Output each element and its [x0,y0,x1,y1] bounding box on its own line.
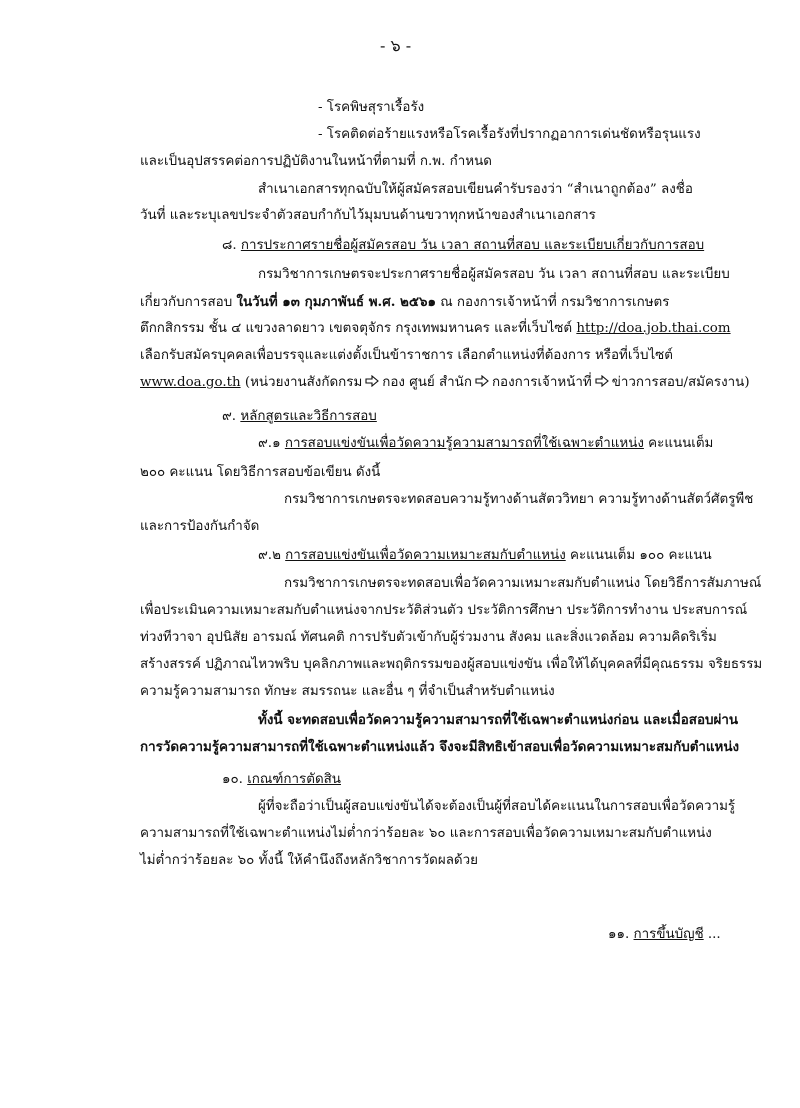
sec8-text-line [140,292,669,313]
sec10-heading [222,770,341,790]
sec7-text-line: สำเนาเอกสารทุกฉบับให้ผู้สมัครสอบเขียนคำรับรองว่า “สำเนาถูกต้อง” ลงชื่อ [258,182,693,197]
sec8-text-line: กรมวิชาการเกษตรจะประกาศรายชื่อผู้สมัครสอบ วัน เวลา สถานที่สอบ และระเบียบ [258,267,730,282]
ellipsis: ... [703,927,721,942]
sec8-text: เกี่ยวกับการสอบ [140,295,237,310]
page-number: - ๖ - [380,36,412,55]
sec9-1-number: ๙.๑ [258,436,281,451]
sec9-1-heading [258,434,713,454]
sec9-1-heading-text: การสอบแข่งขันเพื่อวัดความรู้ความสามารถที่ใช้เฉพาะตำแหน่ง [284,436,644,451]
arrow-right-icon [595,375,609,387]
sec9-bold-note: ทั้งนี้ จะทดสอบเพื่อวัดความรู้ความสามารถที่ใช้เฉพาะตำแหน่งก่อน และเมื่อสอบผ่าน [258,712,739,728]
sec8-text-line [140,319,731,339]
sec8-text: ณ กองการเจ้าหน้าที่ กรมวิชาการเกษตร [436,295,670,310]
sec8-nav-line [140,373,750,393]
nav-text: กอง ศูนย์ สำนัก [382,375,472,390]
sec8-text: ตึกกสิกรรม ชั้น ๔ แขวงลาดยาว เขตจตุจักร กรุงเทพมหานคร และที่เว็บไซต์ [140,321,577,336]
sec9-text-line: ความรู้ความสามารถ ทักษะ สมรรถนะ และอื่น ๆ ที่จำเป็นสำหรับตำแหน่ง [140,684,555,699]
arrow-right-icon [475,375,489,387]
nav-text: ข่าวการสอบ/สมัครงาน) [611,375,750,390]
sec7-text-line: วันที่ และระบุเลขประจำตัวสอบกำกับไว้มุมบนด้านขวาทุกหน้าของสำเนาเอกสาร [140,208,596,223]
sec9-number: ๙. [222,409,237,424]
doa-job-link[interactable]: http://doa.job.thai.com [576,321,731,336]
sec11-number: ๑๑. [608,927,630,942]
sec8-number: ๘. [222,238,237,253]
sec8-text-line: เลือกรับสมัครบุคคลเพื่อบรรจุและแต่งตั้งเป็นข้าราชการ เลือกตำแหน่งที่ต้องการ หรือที่เว็บไซต์ [140,348,673,363]
sec10-text-line: ความสามารถที่ใช้เฉพาะตำแหน่งไม่ต่ำกว่าร้อยละ ๖๐ และการสอบเพื่อวัดความเหมาะสมกับตำแหน่ง [140,826,712,841]
sec9-text-line: กรมวิชาการเกษตรจะทดสอบความรู้ทางด้านสัตววิทยา ความรู้ทางด้านสัตว์ศัตรูพืช [284,492,754,507]
bullet-contagious-disease: - โรคติดต่อร้ายแรงหรือโรคเรื้อรังที่ปรากฏอาการเด่นชัดหรือรุนแรง [318,127,701,142]
sec9-text-line: ท่วงทีวาจา อุปนิสัย อารมณ์ ทัศนคติ การปรับตัวเข้ากับผู้ร่วมงาน สังคม และสิ่งแวดล้อม ความคิดริเริ่ม [140,630,717,645]
sec9-2-heading-text: การสอบแข่งขันเพื่อวัดความเหมาะสมกับตำแหน่ง [285,548,566,563]
nav-text: กองการเจ้าหน้าที่ [491,375,592,390]
nav-text: (หน่วยงานสังกัดกรม [240,375,363,390]
sec9-heading [222,407,377,427]
sec9-2-score: คะแนนเต็ม ๑๐๐ คะแนน [565,548,712,563]
sec10-text-line: ไม่ต่ำกว่าร้อยละ ๖๐ ทั้งนี้ ให้คำนึงถึงหลักวิชาการวัดผลด้วย [140,853,478,868]
sec7-text-line: และเป็นอุปสรรคต่อการปฏิบัติงานในหน้าที่ตามที่ ก.พ. กำหนด [140,154,492,169]
sec9-text-line: และการป้องกันกำจัด [140,519,260,534]
doa-website-link[interactable]: www.doa.go.th [140,375,241,390]
sec10-text-line: ผู้ที่จะถือว่าเป็นผู้สอบแข่งขันได้จะต้องเป็นผู้ที่สอบได้คะแนนในการสอบเพื่อวัดความรู้ [258,799,736,814]
sec9-text-line: สร้างสรรค์ ปฏิภาณไหวพริบ บุคลิกภาพและพฤติกรรมของผู้สอบแข่งขัน เพื่อให้ได้บุคคลที่มีคุณธรรม จริยธรรม [140,657,763,672]
sec8-heading [222,236,704,256]
sec9-text-line: เพื่อประเมินความเหมาะสมกับตำแหน่งจากประวัติส่วนตัว ประวัติการศึกษา ประวัติการทำงาน ประสบการณ์ [140,603,748,618]
sec9-bold-note: การวัดความรู้ความสามารถที่ใช้เฉพาะตำแหน่งแล้ว จึงจะมีสิทธิเข้าสอบเพื่อวัดความเหมาะสมกับตำแหน่ง [140,739,740,755]
sec9-1-score: คะแนนเต็ม [643,436,714,451]
bullet-chronic-alcoholism: - โรคพิษสุราเรื้อรัง [318,100,425,115]
sec9-text-line: ๒๐๐ คะแนน โดยวิธีการสอบข้อเขียน ดังนี้ [140,465,381,480]
sec9-2-number: ๙.๒ [258,548,281,563]
sec8-heading-text: การประกาศรายชื่อผู้สมัครสอบ วัน เวลา สถานที่สอบ และระเบียบเกี่ยวกับการสอบ [240,238,705,253]
sec10-heading-text: เกณฑ์การตัดสิน [247,772,341,787]
continuation-marker [608,925,721,945]
sec11-heading-text: การขึ้นบัญชี [633,927,704,942]
arrow-right-icon [365,375,379,387]
sec9-2-heading [258,546,712,566]
sec8-exam-date: ในวันที่ ๑๓ กุมภาพันธ์ พ.ศ. ๒๕๖๑ [236,294,436,310]
sec10-number: ๑๐. [222,772,243,787]
sec9-heading-text: หลักสูตรและวิธีการสอบ [240,409,377,424]
sec9-text-line: กรมวิชาการเกษตรจะทดสอบเพื่อวัดความเหมาะสมกับตำแหน่ง โดยวิธีการสัมภาษณ์ [284,576,762,591]
